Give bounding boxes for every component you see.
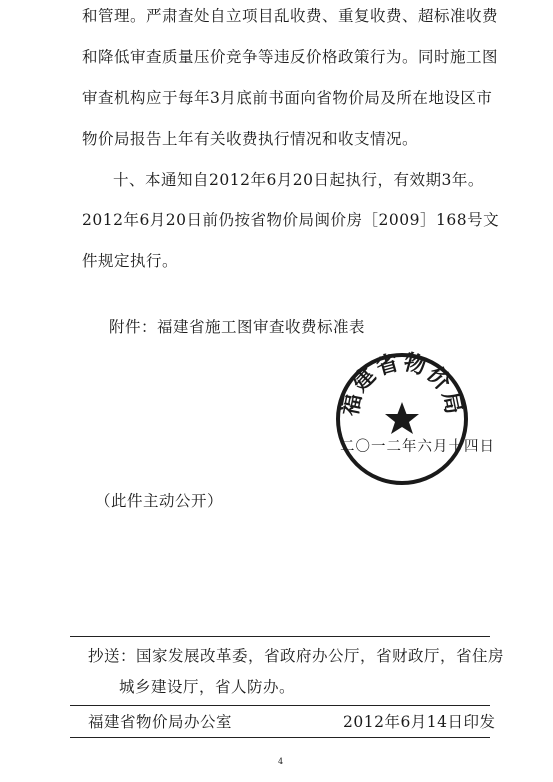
- cc-bottom-rule: [70, 705, 490, 706]
- body-line-6: 2012年6月20日前仍按省物价局闽价房［2009］168号文: [82, 211, 500, 229]
- issue-date: 二〇一二年六月十四日: [340, 439, 495, 455]
- cc-line-1: 抄送：国家发展改革委，省政府办公厅，省财政厅，省住房: [88, 647, 505, 665]
- body-line-2: 和降低审查质量压价竞争等违反价格政策行为。同时施工图: [82, 48, 499, 66]
- body-line-1: 和管理。严肃查处自立项目乱收费、重复收费、超标准收费: [82, 7, 499, 25]
- body-line-4: 物价局报告上年有关收费执行情况和收支情况。: [82, 130, 419, 148]
- footer-rule: [70, 737, 490, 738]
- official-seal: [333, 350, 471, 488]
- cc-line-2: 城乡建设厅，省人防办。: [119, 678, 296, 696]
- star-icon: [385, 402, 419, 434]
- attachment-note: 附件：福建省施工图审查收费标准表: [109, 318, 366, 336]
- footer-print-date: 2012年6月14日印发: [343, 713, 496, 731]
- footer-issuer: 福建省物价局办公室: [88, 713, 233, 731]
- body-line-5: 十、本通知自2012年6月20日起执行，有效期3年。: [113, 171, 484, 189]
- body-line-3: 审查机构应于每年3月底前书面向省物价局及所在地设区市: [82, 89, 493, 107]
- page-number: 4: [278, 757, 284, 766]
- cc-top-rule: [70, 636, 490, 637]
- seal-text: 福建省物价局: [336, 350, 468, 419]
- body-line-7: 件规定执行。: [82, 252, 179, 270]
- disclosure-note: （此件主动公开）: [95, 492, 224, 510]
